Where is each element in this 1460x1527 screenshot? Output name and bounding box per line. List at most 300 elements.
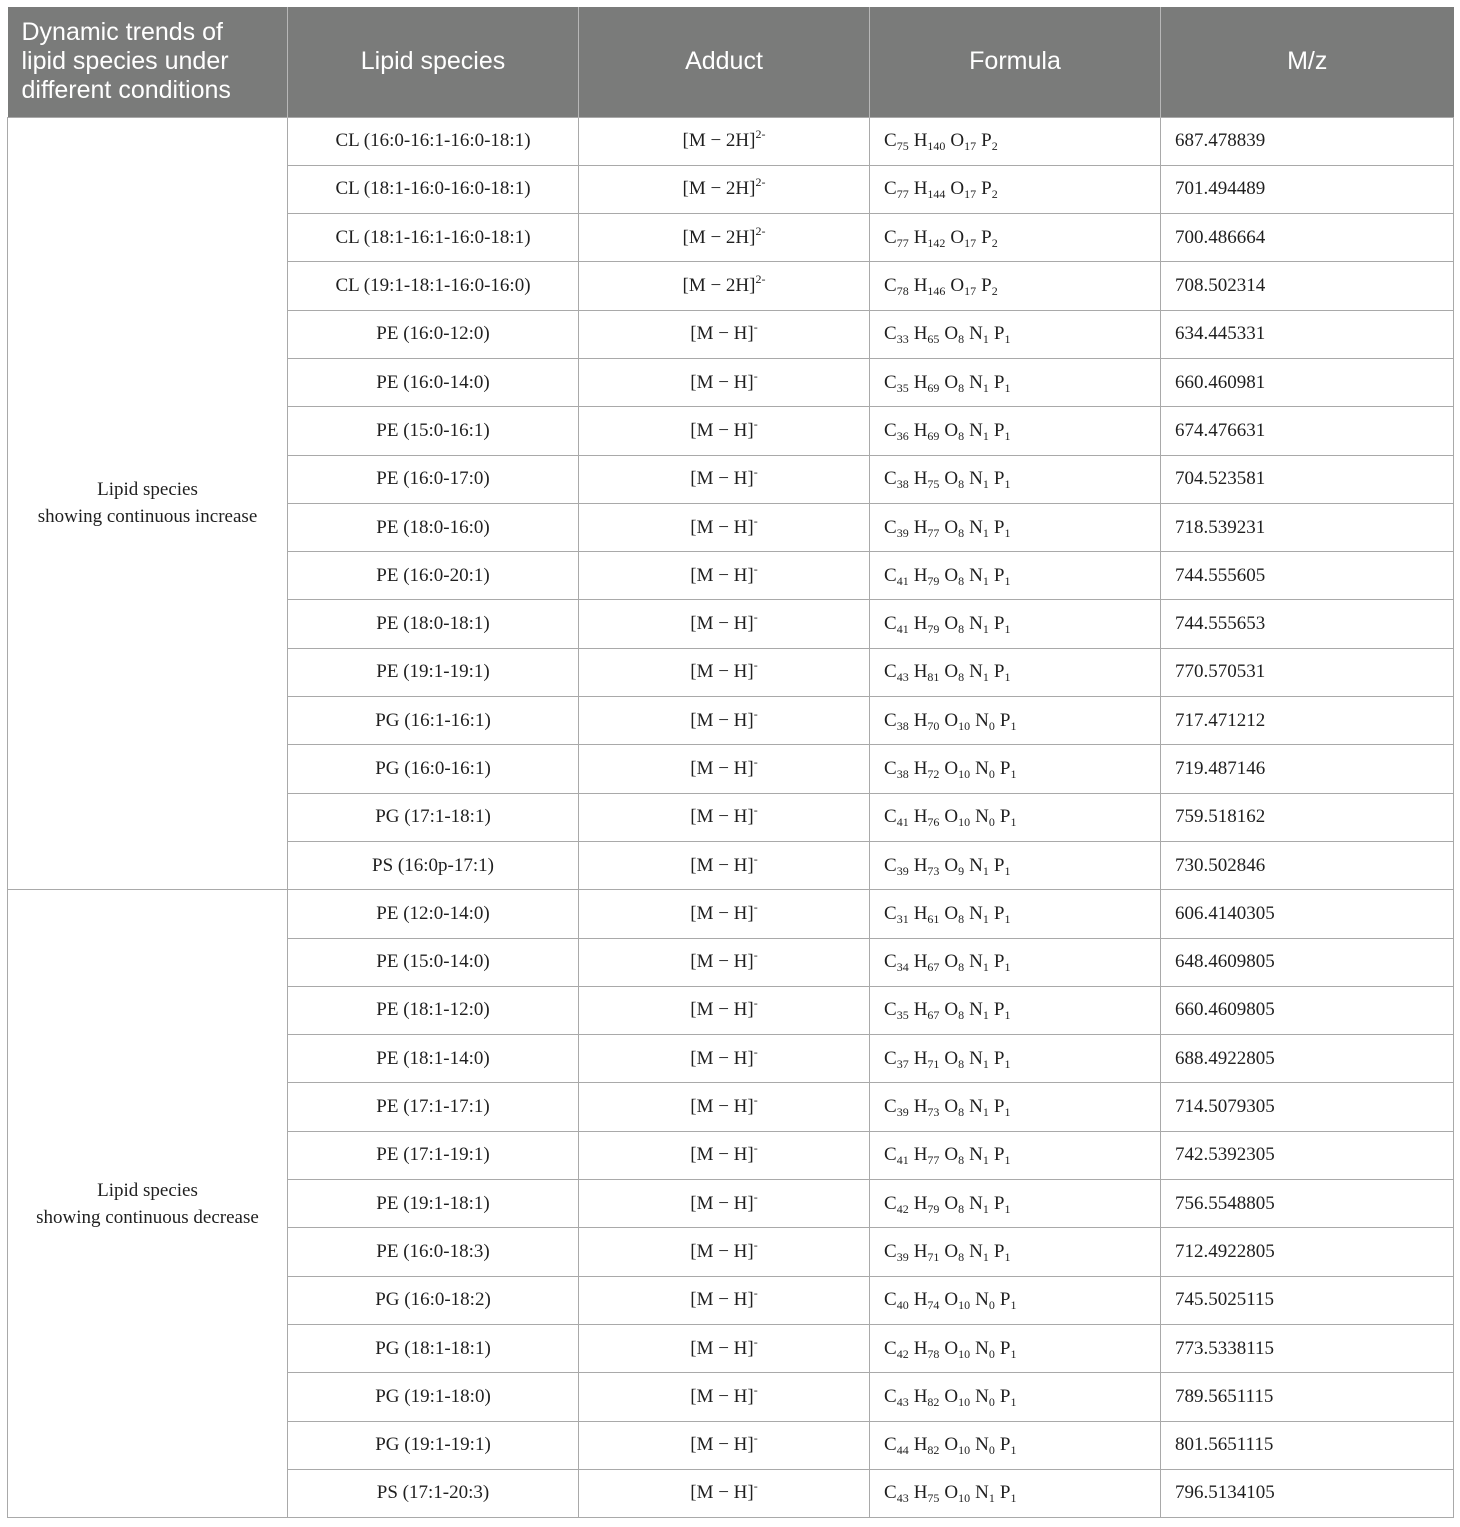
adduct-base: [M − 2H] <box>682 226 756 248</box>
formula-cell <box>870 1276 1161 1324</box>
element-symbol: P <box>993 854 1005 876</box>
element-symbol: P <box>993 661 1005 683</box>
formula-element <box>884 758 909 779</box>
adduct-charge: - <box>753 1093 758 1108</box>
formula-element <box>969 855 989 876</box>
formula-element <box>914 855 940 876</box>
mz-cell: 801.5651115 <box>1161 1421 1454 1469</box>
mz-cell: 759.518162 <box>1161 793 1454 841</box>
element-symbol: P <box>981 275 992 297</box>
element-count: 1 <box>1004 573 1011 588</box>
formula-cell <box>870 793 1161 841</box>
adduct-charge: - <box>753 755 758 769</box>
element-symbol: C <box>884 130 897 152</box>
formula-element <box>1000 1386 1017 1407</box>
element-symbol: H <box>913 323 928 345</box>
formula-element <box>981 227 998 248</box>
element-symbol: P <box>993 613 1005 635</box>
adduct-base: [M − H] <box>690 902 754 924</box>
formula-element <box>944 855 964 876</box>
formula-element <box>914 1338 940 1359</box>
element-count: 41 <box>896 1153 909 1168</box>
formula-element <box>944 806 971 830</box>
element-count: 0 <box>988 1346 995 1361</box>
formula-element <box>944 613 965 637</box>
header-lipid-species: Lipid species <box>288 7 579 117</box>
element-count: 71 <box>927 1249 940 1264</box>
formula-element <box>913 1144 940 1168</box>
element-symbol: P <box>993 371 1005 393</box>
element-count: 67 <box>927 1008 940 1023</box>
adduct-charge: - <box>753 1431 758 1446</box>
adduct-base: [M − H] <box>690 371 754 393</box>
element-symbol: P <box>993 564 1005 586</box>
lipid-species-cell: PE (16:0-17:0) <box>288 455 579 503</box>
adduct-cell <box>579 938 870 986</box>
formula-element <box>884 468 909 492</box>
adduct-base: [M − H] <box>690 854 754 876</box>
element-count: 1 <box>1010 815 1017 830</box>
adduct-charge: - <box>753 1382 758 1397</box>
adduct-base: [M − H] <box>690 1240 754 1262</box>
element-count: 41 <box>896 573 909 588</box>
element-symbol: P <box>993 323 1005 345</box>
element-symbol: N <box>969 564 983 586</box>
element-symbol: P <box>993 1192 1005 1214</box>
formula-element <box>994 1241 1011 1262</box>
formula-cell <box>870 1228 1161 1276</box>
mz-cell: 745.5025115 <box>1161 1276 1454 1324</box>
formula-element <box>884 1338 909 1359</box>
adduct-charge: - <box>753 996 758 1011</box>
element-symbol: O <box>944 419 959 441</box>
element-symbol: O <box>944 468 959 490</box>
element-count: 78 <box>896 284 909 299</box>
element-count: 2 <box>991 235 998 250</box>
lipid-species-cell: PS (16:0p-17:1) <box>288 841 579 889</box>
element-count: 0 <box>988 1394 995 1409</box>
element-symbol: O <box>944 613 959 635</box>
mz-cell: 773.5338115 <box>1161 1324 1454 1372</box>
element-symbol: N <box>969 1240 983 1262</box>
formula-element <box>913 1289 940 1313</box>
formula-element <box>969 1144 989 1168</box>
formula-element <box>999 1434 1017 1458</box>
formula-element <box>994 855 1011 876</box>
element-symbol: O <box>944 1434 959 1456</box>
formula-element <box>913 613 940 637</box>
element-count: 40 <box>896 1298 909 1313</box>
element-symbol: N <box>975 1482 989 1504</box>
element-count: 78 <box>927 1346 940 1361</box>
formula-element <box>950 130 977 154</box>
group-label-line: Lipid species <box>97 479 198 501</box>
formula-cell <box>870 1421 1161 1469</box>
element-count: 10 <box>958 815 971 830</box>
formula-element <box>944 517 964 538</box>
element-symbol: C <box>884 1192 897 1214</box>
formula-element <box>914 227 946 248</box>
adduct-cell <box>579 455 870 503</box>
formula-element <box>994 565 1011 586</box>
element-symbol: P <box>981 226 992 248</box>
element-count: 1 <box>1010 1443 1017 1458</box>
formula-element <box>884 178 909 202</box>
lipid-species-cell: PE (17:1-17:1) <box>288 1083 579 1131</box>
element-symbol: P <box>981 178 992 200</box>
element-symbol: N <box>975 1289 989 1311</box>
element-count: 1 <box>1004 1105 1011 1120</box>
adduct-cell <box>579 1469 870 1517</box>
element-symbol: P <box>999 1337 1011 1359</box>
element-symbol: P <box>993 902 1005 924</box>
formula-element <box>944 710 970 731</box>
adduct-charge: - <box>753 1044 758 1059</box>
element-count: 1 <box>988 1491 995 1506</box>
adduct-base: [M − H] <box>690 758 754 779</box>
element-count: 82 <box>927 1394 940 1409</box>
formula-element <box>969 420 989 441</box>
formula-cell <box>870 890 1161 938</box>
element-symbol: H <box>913 516 928 538</box>
formula-element <box>994 517 1011 538</box>
formula-element <box>944 1386 970 1407</box>
element-count: 8 <box>958 1153 965 1168</box>
adduct-base: [M − H] <box>690 613 754 635</box>
element-symbol: N <box>969 999 983 1021</box>
lipid-species-cell: PG (19:1-18:0) <box>288 1373 579 1421</box>
formula-cell <box>870 310 1161 358</box>
adduct-charge: - <box>753 706 758 721</box>
element-count: 8 <box>958 1056 965 1071</box>
element-count: 144 <box>927 187 946 202</box>
formula-cell <box>870 407 1161 455</box>
mz-cell: 700.486664 <box>1161 214 1454 262</box>
element-symbol: N <box>969 613 983 635</box>
element-symbol: H <box>913 661 928 683</box>
element-symbol: P <box>999 806 1011 828</box>
lipid-species-cell: PE (12:0-14:0) <box>288 890 579 938</box>
adduct-base: [M − H] <box>690 1192 754 1214</box>
formula-element <box>981 178 998 202</box>
lipid-species-cell: PE (18:0-18:1) <box>288 600 579 648</box>
element-count: 77 <box>896 235 909 250</box>
element-count: 43 <box>896 670 909 685</box>
formula-element <box>913 1434 940 1458</box>
adduct-charge: 2- <box>755 127 766 142</box>
element-symbol: C <box>884 1096 897 1118</box>
adduct-base: [M − H] <box>690 1144 754 1166</box>
mz-cell: 660.4609805 <box>1161 986 1454 1034</box>
element-symbol: O <box>944 951 959 973</box>
adduct-charge: - <box>753 899 758 914</box>
formula-element <box>884 710 909 731</box>
formula-element <box>993 613 1011 637</box>
adduct-cell <box>579 841 870 889</box>
formula-cell <box>870 745 1161 793</box>
mz-cell: 674.476631 <box>1161 407 1454 455</box>
mz-cell: 770.570531 <box>1161 648 1454 696</box>
element-symbol: H <box>913 902 928 924</box>
adduct-charge: - <box>753 465 758 480</box>
element-count: 17 <box>964 284 977 299</box>
element-count: 17 <box>964 187 977 202</box>
element-count: 10 <box>958 1491 971 1506</box>
formula-element <box>944 1144 965 1168</box>
element-symbol: O <box>944 371 959 393</box>
element-count: 10 <box>958 1394 971 1409</box>
formula-element <box>944 1048 964 1069</box>
element-count: 79 <box>927 622 940 637</box>
formula-element <box>944 468 965 492</box>
group-label-line: showing continuous increase <box>37 506 258 528</box>
element-symbol: C <box>884 709 897 731</box>
element-symbol: P <box>999 1482 1011 1504</box>
element-symbol: N <box>975 709 989 731</box>
element-count: 70 <box>927 718 940 733</box>
adduct-base: [M − H] <box>690 419 754 441</box>
formula-element <box>914 710 940 731</box>
element-symbol: N <box>969 419 983 441</box>
group-label-cell <box>8 890 288 1518</box>
mz-cell: 606.4140305 <box>1161 890 1454 938</box>
mz-cell: 634.445331 <box>1161 310 1454 358</box>
formula-element <box>944 565 964 586</box>
formula-element <box>884 613 909 637</box>
element-symbol: P <box>981 130 992 152</box>
formula-element <box>913 951 940 975</box>
formula-element <box>994 1048 1011 1069</box>
element-count: 1 <box>1004 622 1011 637</box>
formula-element <box>993 323 1011 347</box>
element-symbol: C <box>884 1337 897 1359</box>
element-symbol: N <box>969 1096 983 1118</box>
element-count: 1 <box>982 1105 989 1120</box>
element-symbol: H <box>913 564 928 586</box>
element-count: 8 <box>958 380 965 395</box>
element-count: 1 <box>1010 767 1017 781</box>
element-count: 35 <box>896 1008 909 1023</box>
adduct-base: [M − H] <box>690 1434 754 1456</box>
mz-cell: 744.555653 <box>1161 600 1454 648</box>
element-count: 1 <box>1004 1249 1011 1264</box>
element-symbol: N <box>969 468 983 490</box>
element-count: 1 <box>982 1008 989 1023</box>
formula-element <box>944 661 965 685</box>
element-symbol: H <box>913 613 928 635</box>
element-count: 1 <box>1004 1201 1011 1216</box>
adduct-cell <box>579 552 870 600</box>
adduct-charge: - <box>753 948 758 963</box>
element-symbol: H <box>913 1240 928 1262</box>
element-symbol: N <box>975 806 989 828</box>
adduct-charge: - <box>753 1141 758 1156</box>
element-count: 1 <box>1004 960 1011 975</box>
mz-cell: 756.5548805 <box>1161 1180 1454 1228</box>
formula-element <box>884 903 909 924</box>
mz-cell: 687.478839 <box>1161 117 1454 165</box>
element-count: 0 <box>988 815 995 830</box>
formula-element <box>913 1482 940 1506</box>
formula-element <box>914 372 940 393</box>
formula-cell <box>870 165 1161 213</box>
adduct-charge: - <box>753 416 758 431</box>
element-count: 10 <box>958 1346 971 1361</box>
formula-element <box>884 275 909 299</box>
element-count: 38 <box>896 477 909 492</box>
formula-element <box>884 951 909 975</box>
mz-cell: 744.555605 <box>1161 552 1454 600</box>
element-symbol: C <box>884 1434 897 1456</box>
formula-element <box>944 323 965 347</box>
adduct-cell <box>579 117 870 165</box>
element-count: 1 <box>1004 332 1011 347</box>
element-count: 1 <box>982 573 989 588</box>
formula-cell <box>870 503 1161 551</box>
adduct-charge: - <box>753 610 758 625</box>
adduct-cell <box>579 407 870 455</box>
formula-cell <box>870 214 1161 262</box>
element-count: 0 <box>988 1298 995 1313</box>
element-count: 1 <box>982 477 989 492</box>
element-count: 1 <box>982 380 989 395</box>
element-count: 39 <box>896 1105 909 1120</box>
adduct-cell <box>579 1035 870 1083</box>
element-count: 38 <box>896 767 909 781</box>
element-symbol: H <box>913 951 928 973</box>
element-symbol: H <box>913 1385 928 1407</box>
mz-cell: 719.487146 <box>1161 745 1454 793</box>
element-count: 8 <box>958 525 965 540</box>
formula-element <box>969 951 989 975</box>
formula-element <box>999 806 1017 830</box>
adduct-cell <box>579 1083 870 1131</box>
element-symbol: H <box>913 806 928 828</box>
formula-element <box>950 178 977 202</box>
formula-element <box>944 372 964 393</box>
formula-element <box>975 1482 995 1506</box>
formula-element <box>969 565 989 586</box>
adduct-charge: - <box>753 320 758 335</box>
formula-element <box>1000 1338 1017 1359</box>
mz-cell: 648.4609805 <box>1161 938 1454 986</box>
lipid-species-cell: PE (19:1-19:1) <box>288 648 579 696</box>
formula-element <box>914 903 940 924</box>
element-count: 41 <box>896 622 909 637</box>
formula-element <box>975 806 995 830</box>
element-symbol: P <box>993 1240 1005 1262</box>
adduct-charge: - <box>753 1189 758 1204</box>
element-symbol: C <box>884 564 897 586</box>
formula-element <box>884 855 909 876</box>
formula-element <box>969 903 989 924</box>
formula-element <box>944 999 965 1023</box>
formula-element <box>975 1434 995 1458</box>
element-symbol: O <box>944 999 959 1021</box>
element-symbol: O <box>944 1096 959 1118</box>
formula-element <box>994 372 1011 393</box>
adduct-cell <box>579 1421 870 1469</box>
adduct-cell <box>579 214 870 262</box>
element-symbol: O <box>944 709 959 731</box>
formula-element <box>969 1241 989 1262</box>
formula-element <box>969 1048 989 1069</box>
element-symbol: H <box>913 130 928 152</box>
mz-cell: 688.4922805 <box>1161 1035 1454 1083</box>
adduct-cell <box>579 890 870 938</box>
adduct-charge: - <box>753 1334 758 1349</box>
formula-cell <box>870 697 1161 745</box>
adduct-cell <box>579 600 870 648</box>
formula-element <box>884 806 909 830</box>
formula-element <box>914 758 940 779</box>
formula-element <box>914 1241 940 1262</box>
element-count: 0 <box>988 767 995 781</box>
element-count: 35 <box>896 380 909 395</box>
formula-element <box>944 758 970 779</box>
element-symbol: O <box>944 1385 959 1407</box>
formula-element <box>884 1386 909 1407</box>
element-symbol: C <box>884 323 897 345</box>
formula-element <box>969 1096 989 1120</box>
adduct-base: [M − H] <box>690 661 754 683</box>
adduct-charge: 2- <box>755 223 766 238</box>
formula-cell <box>870 358 1161 406</box>
formula-element <box>950 227 976 248</box>
formula-element <box>994 420 1011 441</box>
element-count: 10 <box>958 718 971 733</box>
element-symbol: O <box>944 806 959 828</box>
element-count: 39 <box>896 1249 909 1264</box>
formula-element <box>913 468 940 492</box>
formula-element <box>884 323 909 347</box>
mz-cell: 717.471212 <box>1161 697 1454 745</box>
formula-element <box>884 420 909 441</box>
lipid-species-cell: CL (16:0-16:1-16:0-18:1) <box>288 117 579 165</box>
adduct-cell <box>579 1180 870 1228</box>
header-row <box>8 7 1454 117</box>
formula-cell <box>870 1469 1161 1517</box>
lipid-species-cell: PE (16:0-12:0) <box>288 310 579 358</box>
element-count: 33 <box>896 332 909 347</box>
element-count: 2 <box>991 284 998 299</box>
element-count: 44 <box>896 1443 909 1458</box>
element-symbol: C <box>884 951 897 973</box>
element-symbol: H <box>913 1434 928 1456</box>
formula-cell <box>870 938 1161 986</box>
lipid-species-cell: PE (18:1-12:0) <box>288 986 579 1034</box>
element-count: 146 <box>927 284 946 299</box>
formula-cell <box>870 648 1161 696</box>
element-count: 8 <box>958 477 965 492</box>
element-count: 8 <box>958 1008 965 1023</box>
lipid-species-cell: PE (17:1-19:1) <box>288 1131 579 1179</box>
element-symbol: O <box>944 1482 959 1504</box>
formula-cell <box>870 117 1161 165</box>
formula-element <box>950 275 977 299</box>
header-dynamic-trends: Dynamic trends of lipid species under different conditions <box>8 7 288 117</box>
adduct-cell <box>579 697 870 745</box>
formula-cell <box>870 1180 1161 1228</box>
element-count: 2 <box>991 139 998 154</box>
element-symbol: P <box>993 999 1005 1021</box>
adduct-cell <box>579 1276 870 1324</box>
element-symbol: N <box>969 1047 983 1069</box>
formula-cell <box>870 1324 1161 1372</box>
table-header <box>8 7 1454 117</box>
element-count: 31 <box>896 911 909 926</box>
element-symbol: O <box>944 902 959 924</box>
